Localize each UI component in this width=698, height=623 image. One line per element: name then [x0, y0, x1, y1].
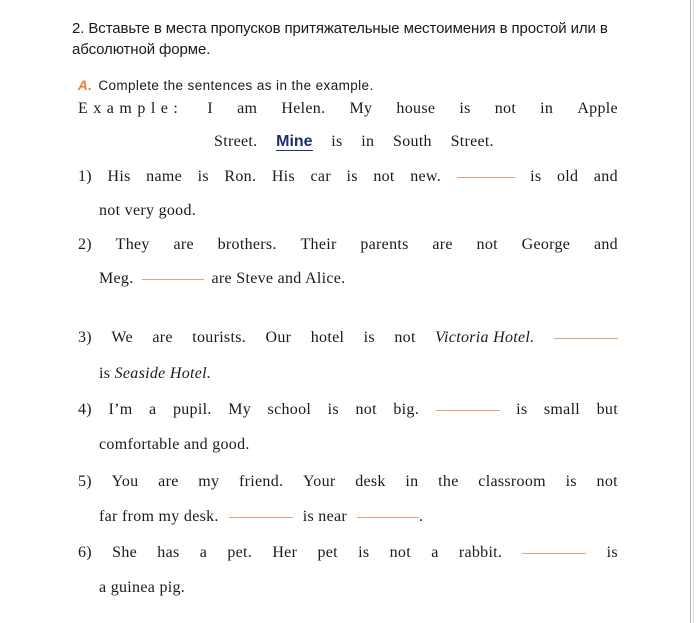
word: Ron. — [224, 168, 257, 185]
word: the — [438, 473, 459, 490]
sentence-text: are Steve and Alice. — [211, 270, 346, 287]
word: parents — [360, 236, 409, 253]
word: school — [267, 401, 312, 418]
word: my — [198, 473, 220, 490]
item-1-line-1 — [78, 168, 618, 192]
word: not — [476, 236, 498, 253]
word: pupil. — [172, 401, 212, 418]
word: am — [237, 100, 258, 117]
item-number: 3) — [78, 329, 92, 346]
item-2-line-2 — [99, 270, 618, 294]
word: are — [158, 473, 179, 490]
word: are — [152, 329, 173, 346]
answer-blank[interactable] — [522, 552, 586, 554]
sentence-text: a guinea pig. — [99, 579, 186, 596]
word: is — [363, 329, 375, 346]
word: not — [596, 473, 618, 490]
word: We — [111, 329, 133, 346]
word: She — [112, 544, 138, 561]
word: pet. — [227, 544, 253, 561]
item-5-line-1 — [78, 473, 618, 497]
page-edge — [690, 0, 691, 623]
word: brothers. — [217, 236, 277, 253]
word: Our — [265, 329, 292, 346]
word: friend. — [239, 473, 284, 490]
task-heading — [72, 18, 632, 60]
word: pet — [317, 544, 338, 561]
word: not — [389, 544, 411, 561]
word: not — [373, 168, 395, 185]
word: Her — [272, 544, 298, 561]
example-label: Example: — [78, 100, 184, 117]
item-4-line-2 — [99, 436, 618, 460]
item-5-line-2 — [99, 508, 618, 532]
word: small — [543, 401, 581, 418]
answer-blank[interactable] — [554, 337, 618, 339]
word: a — [199, 544, 208, 561]
word: Street. — [214, 133, 258, 150]
sentence-text: Meg. — [99, 270, 134, 287]
word: and — [593, 168, 618, 185]
word: is — [327, 401, 339, 418]
item-number: 1) — [78, 168, 92, 185]
word: big. — [393, 401, 420, 418]
item-6-line-2 — [99, 579, 618, 603]
word: is — [516, 401, 528, 418]
word: in — [540, 100, 554, 117]
word: is — [331, 133, 343, 150]
page-edge — [693, 0, 694, 623]
item-number: 2) — [78, 236, 92, 253]
word: is — [565, 473, 577, 490]
item-4-line-1 — [78, 401, 618, 425]
word: and — [593, 236, 618, 253]
hotel-name: Victoria Hotel. — [435, 329, 535, 346]
item-6-line-1 — [78, 544, 618, 568]
word: My — [228, 401, 252, 418]
word: They — [115, 236, 150, 253]
sentence-text: . — [419, 508, 424, 525]
item-number: 4) — [78, 401, 92, 418]
answer-blank[interactable] — [357, 516, 419, 518]
section-instruction: Complete the sentences as in the example. — [98, 78, 374, 93]
item-number: 6) — [78, 544, 92, 561]
word: His — [271, 168, 295, 185]
word: I’m — [108, 401, 133, 418]
hotel-name: Seaside Hotel. — [114, 365, 212, 382]
word: George — [521, 236, 571, 253]
word: in — [405, 473, 419, 490]
word: house — [396, 100, 436, 117]
word: is — [358, 544, 370, 561]
word: is — [459, 100, 471, 117]
word: a — [149, 401, 157, 418]
example-line-1 — [78, 100, 618, 124]
sentence-text: comfortable and good. — [99, 436, 250, 453]
word: desk — [355, 473, 386, 490]
word: in — [361, 133, 375, 150]
word: a — [431, 544, 439, 561]
item-3-line-2 — [99, 365, 618, 389]
answer-blank[interactable] — [142, 278, 204, 280]
word: name — [146, 168, 183, 185]
task-instruction: Вставьте в места пропусков притяжательные местоимения в простой или в абсолютной форме. — [72, 20, 608, 58]
answer-blank[interactable] — [457, 176, 515, 178]
word: not — [494, 100, 517, 117]
item-1-line-2 — [99, 202, 618, 226]
word: not — [394, 329, 416, 346]
word: are — [432, 236, 453, 253]
sentence-text: far from my desk. — [99, 508, 219, 525]
word: Their — [300, 236, 337, 253]
sentence-text: not very good. — [99, 202, 197, 219]
word: not — [355, 401, 377, 418]
word: is — [346, 168, 358, 185]
answer-blank[interactable] — [436, 409, 500, 411]
word: rabbit. — [458, 544, 503, 561]
word: hotel — [310, 329, 345, 346]
word: My — [349, 100, 373, 117]
word: South — [393, 133, 432, 150]
answer-blank[interactable] — [229, 516, 293, 518]
word: Helen. — [281, 100, 326, 117]
example-answer: Mine — [276, 133, 313, 150]
word: is — [197, 168, 209, 185]
word: Your — [303, 473, 336, 490]
word: tourists. — [192, 329, 247, 346]
word: is — [606, 544, 618, 561]
word: is — [530, 168, 542, 185]
task-number: 2. — [72, 20, 85, 37]
example-line-2 — [214, 133, 494, 157]
word: car — [310, 168, 331, 185]
word: has — [157, 544, 180, 561]
item-2-line-1 — [78, 236, 618, 260]
word: classroom — [478, 473, 546, 490]
item-3-line-1 — [78, 329, 618, 353]
word: Apple — [577, 100, 618, 117]
section-letter: A. — [78, 78, 93, 93]
word: new. — [410, 168, 442, 185]
sentence-text: is near — [302, 508, 348, 525]
sentence-text: is — [99, 365, 111, 382]
word: are — [173, 236, 194, 253]
word: You — [111, 473, 139, 490]
word: Street. — [450, 133, 494, 150]
word: old — [556, 168, 579, 185]
section-heading — [78, 78, 374, 93]
word: but — [596, 401, 618, 418]
item-number: 5) — [78, 473, 92, 490]
word: I — [207, 100, 214, 117]
word: His — [107, 168, 131, 185]
